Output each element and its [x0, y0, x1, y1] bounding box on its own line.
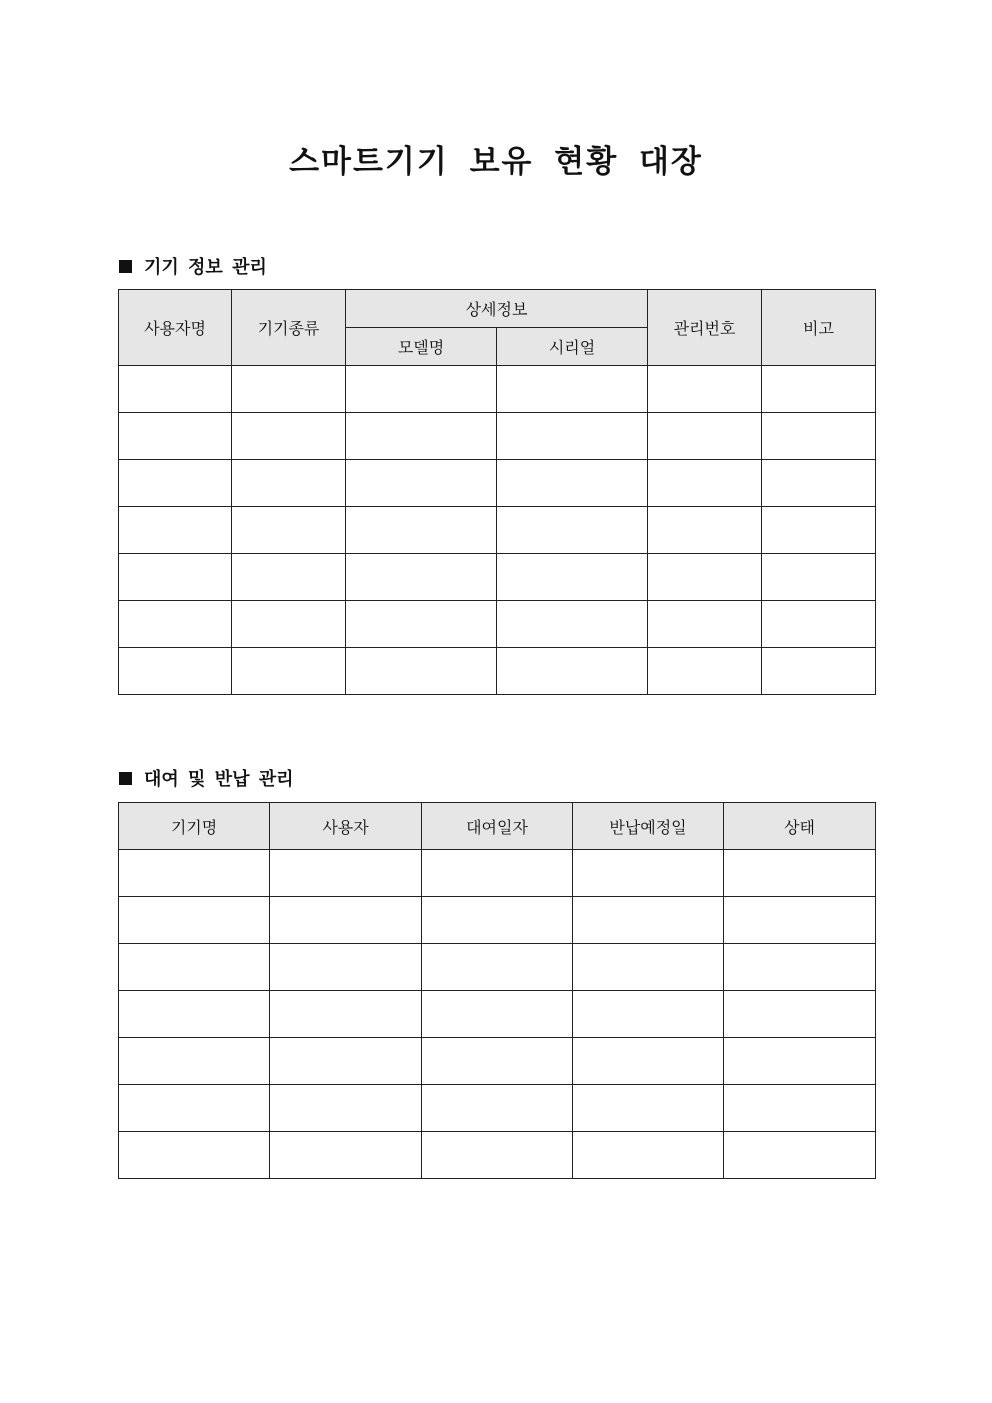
table-cell[interactable] — [270, 1038, 422, 1085]
table-cell[interactable] — [497, 601, 648, 648]
table-cell[interactable] — [497, 413, 648, 460]
table-cell[interactable] — [762, 460, 876, 507]
table-cell[interactable] — [119, 648, 232, 695]
table-cell[interactable] — [232, 601, 346, 648]
table-row — [119, 366, 876, 413]
table-row — [119, 897, 876, 944]
table-cell[interactable] — [422, 1132, 573, 1179]
header-remarks: 비고 — [762, 290, 876, 366]
square-bullet-icon — [119, 260, 132, 273]
table-row — [119, 1132, 876, 1179]
header-device-name: 기기명 — [119, 803, 270, 850]
header-status: 상태 — [724, 803, 876, 850]
table-cell[interactable] — [762, 507, 876, 554]
table-cell[interactable] — [724, 944, 876, 991]
table-cell[interactable] — [270, 897, 422, 944]
header-device-type: 기기종류 — [232, 290, 346, 366]
table-cell[interactable] — [422, 897, 573, 944]
table-cell[interactable] — [573, 897, 724, 944]
header-rental-date: 대여일자 — [422, 803, 573, 850]
table-cell[interactable] — [346, 601, 497, 648]
table-cell[interactable] — [422, 991, 573, 1038]
table-cell[interactable] — [346, 507, 497, 554]
table-cell[interactable] — [648, 413, 762, 460]
table-cell[interactable] — [119, 1038, 270, 1085]
device-info-table — [118, 289, 876, 695]
table-cell[interactable] — [724, 1038, 876, 1085]
rental-return-table — [118, 802, 876, 1179]
table-row — [119, 648, 876, 695]
header-user: 사용자 — [270, 803, 422, 850]
table-cell[interactable] — [648, 601, 762, 648]
table-cell[interactable] — [346, 366, 497, 413]
table-cell[interactable] — [270, 991, 422, 1038]
table-cell[interactable] — [119, 366, 232, 413]
table-cell[interactable] — [573, 991, 724, 1038]
table-cell[interactable] — [119, 1085, 270, 1132]
table-cell[interactable] — [724, 897, 876, 944]
table-cell[interactable] — [232, 507, 346, 554]
device-info-heading-text: 기기 정보 관리 — [144, 257, 267, 278]
table-row — [119, 1038, 876, 1085]
table-cell[interactable] — [270, 944, 422, 991]
table-row — [119, 1085, 876, 1132]
table-row — [119, 991, 876, 1038]
table-row — [119, 944, 876, 991]
header-return-due-date: 반납예정일 — [573, 803, 724, 850]
header-user-name: 사용자명 — [119, 290, 232, 366]
table-cell[interactable] — [270, 1085, 422, 1132]
table-cell[interactable] — [648, 554, 762, 601]
table-cell[interactable] — [119, 507, 232, 554]
table-cell[interactable] — [232, 648, 346, 695]
table-cell[interactable] — [119, 944, 270, 991]
document-title: 스마트기기 보유 현황 대장 — [289, 144, 703, 180]
table-cell[interactable] — [724, 1132, 876, 1179]
table-cell[interactable] — [422, 1038, 573, 1085]
rental-section-heading — [119, 765, 294, 791]
table-cell[interactable] — [573, 944, 724, 991]
table-row — [119, 601, 876, 648]
table-cell[interactable] — [762, 554, 876, 601]
table-cell[interactable] — [422, 1085, 573, 1132]
table-cell[interactable] — [497, 648, 648, 695]
table-cell[interactable] — [497, 460, 648, 507]
table-cell[interactable] — [497, 507, 648, 554]
table-cell[interactable] — [119, 991, 270, 1038]
table-cell[interactable] — [724, 991, 876, 1038]
table-cell[interactable] — [648, 648, 762, 695]
table-cell[interactable] — [573, 1085, 724, 1132]
table-cell[interactable] — [648, 366, 762, 413]
header-management-number: 관리번호 — [648, 290, 762, 366]
table-cell[interactable] — [573, 850, 724, 897]
rental-heading-text: 대여 및 반납 관리 — [144, 769, 294, 790]
table-cell[interactable] — [119, 601, 232, 648]
table-cell[interactable] — [232, 413, 346, 460]
table-cell[interactable] — [119, 897, 270, 944]
table-cell[interactable] — [346, 460, 497, 507]
table-cell[interactable] — [724, 850, 876, 897]
table-cell[interactable] — [346, 648, 497, 695]
table-row — [119, 413, 876, 460]
header-model-name: 모델명 — [346, 328, 497, 366]
table-cell[interactable] — [346, 413, 497, 460]
table-cell[interactable] — [648, 507, 762, 554]
table-cell[interactable] — [648, 460, 762, 507]
table-cell[interactable] — [270, 850, 422, 897]
device-info-section-heading — [119, 253, 267, 279]
table-cell[interactable] — [232, 460, 346, 507]
table-cell[interactable] — [422, 850, 573, 897]
table-cell[interactable] — [573, 1132, 724, 1179]
table-cell[interactable] — [119, 460, 232, 507]
table-row — [119, 460, 876, 507]
table-cell[interactable] — [119, 413, 232, 460]
header-serial: 시리얼 — [497, 328, 648, 366]
table-cell[interactable] — [119, 850, 270, 897]
table-cell[interactable] — [422, 944, 573, 991]
table-cell[interactable] — [232, 554, 346, 601]
table-cell[interactable] — [573, 1038, 724, 1085]
table-cell[interactable] — [119, 1132, 270, 1179]
table-cell[interactable] — [346, 554, 497, 601]
table-cell[interactable] — [497, 366, 648, 413]
table-cell[interactable] — [762, 648, 876, 695]
table-cell[interactable] — [232, 366, 346, 413]
header-detail-info: 상세정보 — [346, 290, 648, 328]
table-row — [119, 554, 876, 601]
table-cell[interactable] — [762, 366, 876, 413]
table-cell[interactable] — [724, 1085, 876, 1132]
table-cell[interactable] — [762, 601, 876, 648]
table-row — [119, 507, 876, 554]
table-cell[interactable] — [497, 554, 648, 601]
table-cell[interactable] — [270, 1132, 422, 1179]
table-cell[interactable] — [762, 413, 876, 460]
table-row — [119, 850, 876, 897]
square-bullet-icon — [119, 772, 132, 785]
table-cell[interactable] — [119, 554, 232, 601]
